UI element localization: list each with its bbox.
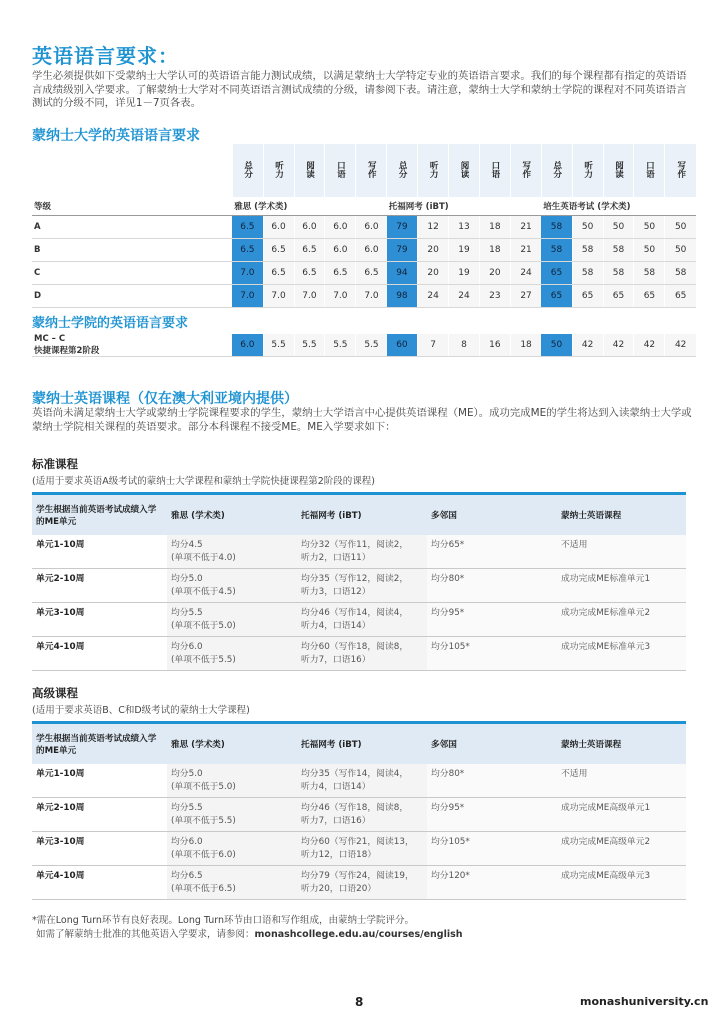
score-cell: 24 bbox=[449, 285, 480, 308]
course-cell-2: 均分46（写作14，阅读4， 听力4，口语14） bbox=[297, 603, 427, 637]
level-label: 等级 bbox=[32, 197, 232, 216]
score-cell: 18 bbox=[510, 334, 541, 357]
score-cell: 12 bbox=[418, 216, 449, 239]
score-cell: 27 bbox=[510, 285, 541, 308]
course-header-2: 托福网考 (iBT) bbox=[297, 723, 427, 765]
score-header-13: 口语 bbox=[634, 144, 665, 197]
score-cell: 7.0 bbox=[263, 285, 294, 308]
score-header-10: 总分 bbox=[541, 144, 572, 197]
course-cell-2: 均分35（写作14，阅读4， 听力4，口语14） bbox=[297, 764, 427, 798]
course-cell-1: 均分6.0 (单项不低于6.0) bbox=[167, 832, 297, 866]
score-cell: 65 bbox=[603, 285, 634, 308]
course-cell-4: 成功完成ME高级单元2 bbox=[557, 832, 686, 866]
university-heading: 蒙纳士大学的英语语言要求 bbox=[32, 128, 200, 144]
score-cell: 6.5 bbox=[232, 216, 263, 239]
level-label-cell: B bbox=[32, 239, 232, 262]
score-cell: 18 bbox=[479, 239, 510, 262]
college-row-label: MC – C 快捷课程第2阶段 bbox=[32, 334, 232, 357]
course-cell-0: 单元1-10周 bbox=[32, 535, 167, 569]
score-cell: 79 bbox=[387, 216, 418, 239]
course-cell-1: 均分5.5 (单项不低于5.5) bbox=[167, 798, 297, 832]
course-cell-4: 成功完成ME标准单元1 bbox=[557, 569, 686, 603]
college-heading: 蒙纳士学院的英语语言要求 bbox=[32, 308, 696, 335]
score-cell: 42 bbox=[572, 334, 603, 357]
score-cell: 6.0 bbox=[325, 239, 356, 262]
course-cell-2: 均分60（写作21，阅读13， 听力12，口语18） bbox=[297, 832, 427, 866]
course-header-0: 学生根据当前英语考试成绩入学的ME单元 bbox=[32, 494, 167, 536]
score-cell: 16 bbox=[479, 334, 510, 357]
score-cell: 6.0 bbox=[263, 216, 294, 239]
course-cell-4: 成功完成ME高级单元3 bbox=[557, 866, 686, 900]
me-heading: 蒙纳士英语课程（仅在澳大利亚境内提供） bbox=[32, 391, 298, 407]
course-header-1: 雅思 (学术类) bbox=[167, 494, 297, 536]
course-row bbox=[32, 603, 686, 637]
me-intro: 英语尚未满足蒙纳士大学或蒙纳士学院课程要求的学生，蒙纳士大学语言中心提供英语课程（ME）。成功完成ME的学生将达到入读蒙纳士大学或蒙纳士学院相关课程的英语要求。部分本科课程不接受ME。ME入学要求如下： bbox=[32, 407, 692, 433]
course-cell-2: 均分35（写作12，阅读2， 听力3，口语12） bbox=[297, 569, 427, 603]
score-cell: 5.5 bbox=[294, 334, 325, 357]
score-cell: 13 bbox=[449, 216, 480, 239]
standard-note: (适用于要求英语A级考试的蒙纳士大学课程和蒙纳士学院快捷课程第2阶段的课程) bbox=[32, 476, 375, 487]
course-row bbox=[32, 569, 686, 603]
score-cell: 58 bbox=[541, 239, 572, 262]
score-cell: 79 bbox=[387, 239, 418, 262]
score-cell: 58 bbox=[634, 262, 665, 285]
course-cell-2: 均分79（写作24，阅读19， 听力20，口语20） bbox=[297, 866, 427, 900]
course-header-0: 学生根据当前英语考试成绩入学的ME单元 bbox=[32, 723, 167, 765]
score-cell: 60 bbox=[387, 334, 418, 357]
score-cell: 19 bbox=[449, 239, 480, 262]
course-cell-4: 成功完成ME高级单元1 bbox=[557, 798, 686, 832]
score-cell: 7.0 bbox=[232, 285, 263, 308]
level-label-cell: C bbox=[32, 262, 232, 285]
score-cell: 7.0 bbox=[325, 285, 356, 308]
course-row bbox=[32, 535, 686, 569]
course-cell-1: 均分5.0 (单项不低于5.0) bbox=[167, 764, 297, 798]
course-cell-1: 均分5.5 (单项不低于5.0) bbox=[167, 603, 297, 637]
score-cell: 42 bbox=[603, 334, 634, 357]
course-cell-3: 均分95* bbox=[427, 798, 557, 832]
score-cell: 20 bbox=[418, 239, 449, 262]
score-cell: 58 bbox=[603, 262, 634, 285]
score-header-7: 阅读 bbox=[449, 144, 480, 197]
score-cell: 8 bbox=[449, 334, 480, 357]
site-url[interactable]: monashuniversity.cn bbox=[580, 995, 709, 1008]
score-cell: 20 bbox=[479, 262, 510, 285]
score-header-14: 写作 bbox=[665, 144, 696, 197]
course-row bbox=[32, 637, 686, 671]
course-row bbox=[32, 832, 686, 866]
course-cell-0: 单元2-10周 bbox=[32, 798, 167, 832]
course-cell-0: 单元1-10周 bbox=[32, 764, 167, 798]
advanced-note: (适用于要求英语B、C和D级考试的蒙纳士大学课程) bbox=[32, 705, 250, 716]
score-cell: 6.5 bbox=[232, 239, 263, 262]
score-cell: 6.0 bbox=[325, 216, 356, 239]
level-label-cell: A bbox=[32, 216, 232, 239]
level-row bbox=[32, 262, 696, 285]
score-cell: 5.5 bbox=[356, 334, 387, 357]
score-header-8: 口语 bbox=[479, 144, 510, 197]
course-cell-1: 均分4.5 (单项不低于4.0) bbox=[167, 535, 297, 569]
course-header-2: 托福网考 (iBT) bbox=[297, 494, 427, 536]
course-cell-3: 均分120* bbox=[427, 866, 557, 900]
score-cell: 21 bbox=[510, 239, 541, 262]
course-cell-0: 单元3-10周 bbox=[32, 832, 167, 866]
course-row bbox=[32, 866, 686, 900]
course-cell-3: 均分105* bbox=[427, 637, 557, 671]
score-cell: 98 bbox=[387, 285, 418, 308]
score-cell: 18 bbox=[479, 216, 510, 239]
college-row bbox=[32, 334, 696, 357]
score-cell: 58 bbox=[572, 239, 603, 262]
score-cell: 6.5 bbox=[294, 262, 325, 285]
course-header-4: 蒙纳士英语课程 bbox=[557, 723, 686, 765]
score-cell: 50 bbox=[572, 216, 603, 239]
standard-course-table bbox=[32, 492, 686, 671]
course-header-3: 多邻国 bbox=[427, 723, 557, 765]
score-header-1: 听力 bbox=[263, 144, 294, 197]
score-header-5: 总分 bbox=[387, 144, 418, 197]
course-cell-0: 单元3-10周 bbox=[32, 603, 167, 637]
score-cell: 6.0 bbox=[356, 216, 387, 239]
course-cell-0: 单元4-10周 bbox=[32, 637, 167, 671]
score-cell: 6.5 bbox=[294, 239, 325, 262]
score-cell: 20 bbox=[418, 262, 449, 285]
score-cell: 7.0 bbox=[356, 285, 387, 308]
course-cell-2: 均分32（写作11，阅读2， 听力2，口语11） bbox=[297, 535, 427, 569]
course-cell-2: 均分46（写作18，阅读8， 听力7，口语16） bbox=[297, 798, 427, 832]
page-number: 8 bbox=[355, 995, 364, 1009]
pte-group-label: 培生英语考试 (学术类) bbox=[541, 197, 696, 216]
score-cell: 50 bbox=[603, 216, 634, 239]
score-cell: 6.5 bbox=[325, 262, 356, 285]
advanced-title: 高级课程 bbox=[32, 686, 78, 700]
score-cell: 94 bbox=[387, 262, 418, 285]
score-cell: 7 bbox=[418, 334, 449, 357]
course-cell-4: 成功完成ME标准单元2 bbox=[557, 603, 686, 637]
course-cell-0: 单元4-10周 bbox=[32, 866, 167, 900]
score-cell: 65 bbox=[572, 285, 603, 308]
score-cell: 58 bbox=[665, 262, 696, 285]
score-cell: 6.5 bbox=[356, 262, 387, 285]
ielts-group-label: 雅思 (学术类) bbox=[232, 197, 387, 216]
intro-paragraph: 学生必须提供如下受蒙纳士大学认可的英语语言能力测试成绩，以满足蒙纳士大学特定专业的英语语言要求。我们的每个课程都有指定的英语语言成绩级别入学要求。了解蒙纳士大学对不同英语语言测试成绩的分级，请参阅下表。请注意，蒙纳士大学和蒙纳士学院的课程对不同英语语言测试的分级不同，详见1－7页各表。 bbox=[32, 70, 687, 110]
course-cell-4: 不适用 bbox=[557, 535, 686, 569]
score-cell: 42 bbox=[665, 334, 696, 357]
level-row bbox=[32, 285, 696, 308]
course-header-row bbox=[32, 494, 686, 536]
course-header-row bbox=[32, 723, 686, 765]
score-cell: 7.0 bbox=[232, 262, 263, 285]
score-cell: 58 bbox=[603, 239, 634, 262]
score-cell: 50 bbox=[634, 239, 665, 262]
score-cell: 5.5 bbox=[263, 334, 294, 357]
score-cell: 65 bbox=[665, 285, 696, 308]
score-cell: 6.5 bbox=[263, 239, 294, 262]
level-row bbox=[32, 239, 696, 262]
score-cell: 58 bbox=[541, 216, 572, 239]
course-cell-3: 均分80* bbox=[427, 569, 557, 603]
course-cell-2: 均分60（写作18，阅读8， 听力7，口语16） bbox=[297, 637, 427, 671]
test-group-row bbox=[32, 197, 696, 216]
english-requirements-table bbox=[32, 144, 696, 357]
score-cell: 65 bbox=[541, 285, 572, 308]
score-cell: 23 bbox=[479, 285, 510, 308]
score-header-9: 写作 bbox=[510, 144, 541, 197]
course-cell-3: 均分105* bbox=[427, 832, 557, 866]
score-cell: 65 bbox=[541, 262, 572, 285]
score-cell: 21 bbox=[510, 216, 541, 239]
score-cell: 24 bbox=[510, 262, 541, 285]
score-header-4: 写作 bbox=[356, 144, 387, 197]
level-label-cell: D bbox=[32, 285, 232, 308]
score-cell: 58 bbox=[572, 262, 603, 285]
course-row bbox=[32, 764, 686, 798]
course-cell-3: 均分95* bbox=[427, 603, 557, 637]
toefl-group-label: 托福网考 (iBT) bbox=[387, 197, 542, 216]
course-header-4: 蒙纳士英语课程 bbox=[557, 494, 686, 536]
score-cell: 7.0 bbox=[294, 285, 325, 308]
advanced-course-table bbox=[32, 721, 686, 900]
footnote-2: 如需了解蒙纳士批准的其他英语入学要求，请参阅：monashcollege.edu.au/courses/english bbox=[36, 929, 463, 940]
course-cell-4: 成功完成ME标准单元3 bbox=[557, 637, 686, 671]
course-cell-4: 不适用 bbox=[557, 764, 686, 798]
score-cell: 42 bbox=[634, 334, 665, 357]
course-row bbox=[32, 798, 686, 832]
course-header-1: 雅思 (学术类) bbox=[167, 723, 297, 765]
course-cell-0: 单元2-10周 bbox=[32, 569, 167, 603]
score-cell: 6.0 bbox=[232, 334, 263, 357]
course-cell-1: 均分5.0 (单项不低于4.5) bbox=[167, 569, 297, 603]
score-header-row bbox=[32, 144, 696, 197]
course-cell-3: 均分65* bbox=[427, 535, 557, 569]
level-row bbox=[32, 216, 696, 239]
score-cell: 50 bbox=[541, 334, 572, 357]
course-cell-1: 均分6.0 (单项不低于5.5) bbox=[167, 637, 297, 671]
score-cell: 24 bbox=[418, 285, 449, 308]
score-cell: 65 bbox=[634, 285, 665, 308]
score-cell: 6.0 bbox=[356, 239, 387, 262]
page-title: 英语语言要求： bbox=[32, 44, 179, 68]
footnote-1: *需在Long Turn环节有良好表现。Long Turn环节由口语和写作组成，由蒙纳士学院评分。 bbox=[32, 915, 415, 926]
score-cell: 5.5 bbox=[325, 334, 356, 357]
course-header-3: 多邻国 bbox=[427, 494, 557, 536]
score-header-11: 听力 bbox=[572, 144, 603, 197]
score-cell: 6.0 bbox=[294, 216, 325, 239]
score-cell: 19 bbox=[449, 262, 480, 285]
score-cell: 50 bbox=[634, 216, 665, 239]
score-header-12: 阅读 bbox=[603, 144, 634, 197]
college-link[interactable]: monashcollege.edu.au/courses/english bbox=[254, 929, 463, 940]
course-cell-1: 均分6.5 (单项不低于6.5) bbox=[167, 866, 297, 900]
score-header-2: 阅读 bbox=[294, 144, 325, 197]
course-cell-3: 均分80* bbox=[427, 764, 557, 798]
standard-title: 标准课程 bbox=[32, 457, 78, 471]
score-header-0: 总分 bbox=[232, 144, 263, 197]
score-header-6: 听力 bbox=[418, 144, 449, 197]
score-header-3: 口语 bbox=[325, 144, 356, 197]
score-cell: 50 bbox=[665, 216, 696, 239]
score-cell: 50 bbox=[665, 239, 696, 262]
score-cell: 6.5 bbox=[263, 262, 294, 285]
